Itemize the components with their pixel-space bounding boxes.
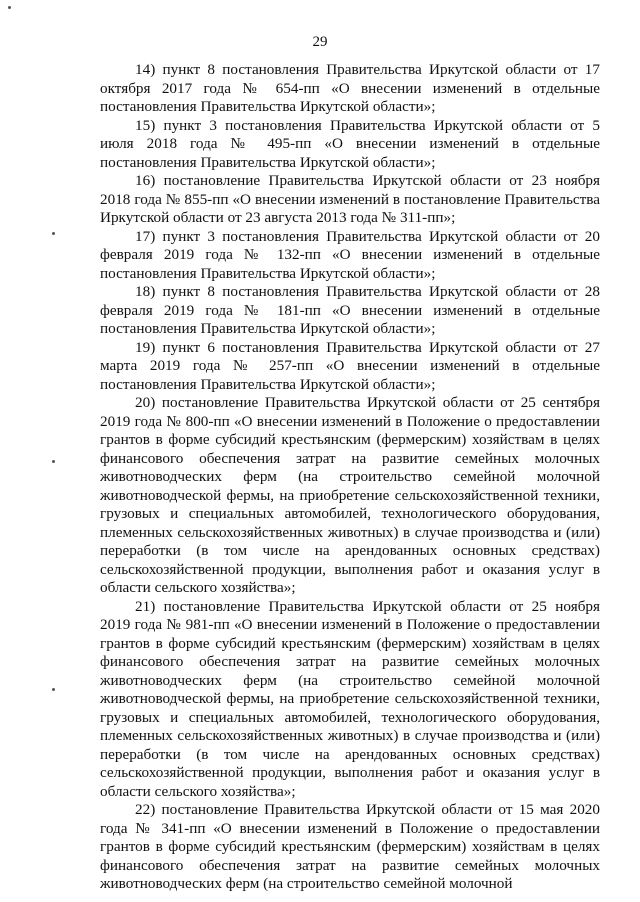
list-item-21: 21) постановление Правительства Иркутской области от 25 ноября 2019 года № 981-пп «О внесении изменений в Положение о предоставлении грантов в форме субсидий крестьянским (фермерским) хозяйствам в целях финансового обеспечения затрат на развитие семейных молочных животноводческих ферм (на строительство семейной молочной животноводческой фермы, на приобретение сельскохозяйственной техники, грузовых и специальных автомобилей, технологического оборудования, племенных сельскохозяйственных животных) в случае производства и (или) переработки (в том числе на арендованных основных средствах) сельскохозяйственной продукции, выполнения работ и оказания услуг в области сельского хозяйства»; [100,597,600,800]
list-item-22: 22) постановление Правительства Иркутской области от 15 мая 2020 года № 341-пп «О внесении изменений в Положение о предоставлении грантов в форме субсидий крестьянским (фермерским) хозяйствам в целях финансового обеспечения затрат на развитие семейных молочных животноводческих ферм (на строительство семейной молочной [100,801,600,892]
scan-mark [8,6,11,9]
list-item-20: 20) постановление Правительства Иркутской области от 25 сентября 2019 года № 800-пп «О внесении изменений в Положение о предоставлении грантов в форме субсидий крестьянским (фермерским) хозяйствам в целях финансового обеспечения затрат на развитие семейных молочных животноводческих ферм (на строительство семейной молочной животноводческой фермы, на приобретение сельскохозяйственной техники, грузовых и специальных автомобилей, технологического оборудования, племенных сельскохозяйственных животных) в случае производства и (или) переработки (в том числе на арендованных основных средствах) сельскохозяйственной продукции, выполнения работ и оказания услуг в области сельского хозяйства»; [100,394,600,596]
scan-mark [52,232,55,235]
list-item-14: 14) пункт 8 постановления Правительства Иркутской области от 17 октября 2017 года № 654-пп «О внесении изменений в отдельные постановления Правительства Иркутской области»; [100,61,600,115]
list-item-19: 19) пункт 6 постановления Правительства Иркутской области от 27 марта 2019 года № 257-пп «О внесении изменений в отдельные постановления Правительства Иркутской области»; [100,338,600,393]
document-body [100,61,600,894]
list-item-15: 15) пункт 3 постановления Правительства Иркутской области от 5 июля 2018 года № 495-пп «О внесении изменений в отдельные постановления Правительства Иркутской области»; [100,116,600,171]
list-item-16: 16) постановление Правительства Иркутской области от 23 ноября 2018 года № 855-пп «О внесении изменений в постановление Правительства Иркутской области от 23 августа 2013 года № 311-пп»; [100,172,600,226]
list-item-18: 18) пункт 8 постановления Правительства Иркутской области от 28 февраля 2019 года № 181-пп «О внесении изменений в отдельные постановления Правительства Иркутской области»; [100,283,600,337]
scan-mark [52,460,55,463]
scan-mark [52,688,55,691]
page-number: 29 [312,34,328,50]
list-item-17: 17) пункт 3 постановления Правительства Иркутской области от 20 февраля 2019 года № 132-пп «О внесении изменений в отдельные постановления Правительства Иркутской области»; [100,227,600,282]
